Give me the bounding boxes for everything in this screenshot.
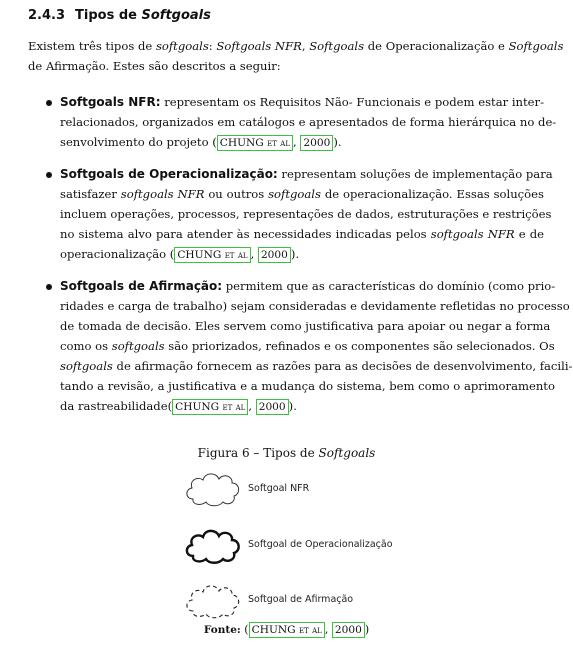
citation-year-link[interactable]: 2000: [300, 135, 333, 151]
intro-line-1: Existem três tipos de softgoals: Softgoals NFR, Softgoals de Operacionalização e Softgoals: [28, 39, 564, 53]
section-heading: [28, 8, 211, 23]
bullet-body: Softgoals de Afirmação: permitem que as características do domínio (como prio- ridades e carga de trabalho) sejam consideradas e devidamente refletidas no processo de tomada de decisão. Eles servem como justificativa para apoiar ou negar a forma como os softgoals são priorizados, refinados e os componentes são selecionados. Os softgoals de afirmação fornecem as razões para as decisões de desenvolvimento, facili- tando a revisão, a justificativa e a mudança do sistema, bem como o aprimoramento da rastreabilidade( CHUNG et al , 2000 ).: [60, 279, 573, 413]
legend-label-afirmacao: Softgoal de Afirmação: [248, 594, 354, 605]
citation-year-link[interactable]: 2000: [256, 399, 289, 415]
intro-paragraph: [28, 36, 564, 76]
citation-author-link[interactable]: CHUNG et al: [217, 135, 293, 151]
section-number: 2.4.3: [28, 8, 66, 23]
legend-label-operacionalizacao: Softgoal de Operacionalização: [248, 539, 393, 550]
legend-label-nfr: Softgoal NFR: [248, 483, 310, 494]
bullet-marker: [46, 284, 52, 290]
softgoal-operacionalizacao-cloud-icon: [183, 525, 243, 567]
section-title-emphasis: Softgoals: [141, 8, 211, 23]
source-citation-year-link[interactable]: 2000: [332, 622, 365, 638]
figure-caption: Figura 6 – Tipos de Softgoals: [197, 446, 376, 460]
figure-source: Fonte: ( CHUNG et al , 2000 ): [203, 623, 370, 636]
softgoal-nfr-cloud-icon: [183, 469, 243, 509]
citation-author-link[interactable]: CHUNG et al: [172, 399, 248, 415]
bullet-term: Softgoals de Afirmação:: [60, 279, 223, 293]
section-title: Tipos de: [75, 8, 142, 23]
bullet-marker: [46, 172, 52, 178]
bullet-term: Softgoals NFR:: [60, 95, 161, 109]
bullet-body: Softgoals NFR: representam os Requisitos Não- Funcionais e podem estar inter- relacionados, organizados em catálogos e apresentados de forma hierárquica no de- senvolvimento do projeto ( CHUNG et al , 2000 ).: [60, 95, 557, 149]
bullet-term: Softgoals de Operacionalização:: [60, 167, 278, 181]
softgoal-afirmacao-cloud-icon: [183, 580, 243, 622]
source-citation-author-link[interactable]: CHUNG et al: [249, 622, 325, 638]
citation-author-link[interactable]: CHUNG et al: [174, 247, 250, 263]
bullet-body: Softgoals de Operacionalização: representam soluções de implementação para satisfazer softgoals NFR ou outros softgoals de operacionalização. Essas soluções incluem operações, processos, representações de dados, estruturações e restrições no sistema alvo para atender às necessidades indicadas pelos softgoals NFR e de operacionalização ( CHUNG et al , 2000 ).: [60, 167, 553, 261]
intro-line-2: de Afirmação. Estes são descritos a seguir:: [28, 59, 281, 73]
source-label: Fonte:: [203, 624, 241, 636]
bullet-marker: [46, 100, 52, 106]
citation-year-link[interactable]: 2000: [258, 247, 291, 263]
